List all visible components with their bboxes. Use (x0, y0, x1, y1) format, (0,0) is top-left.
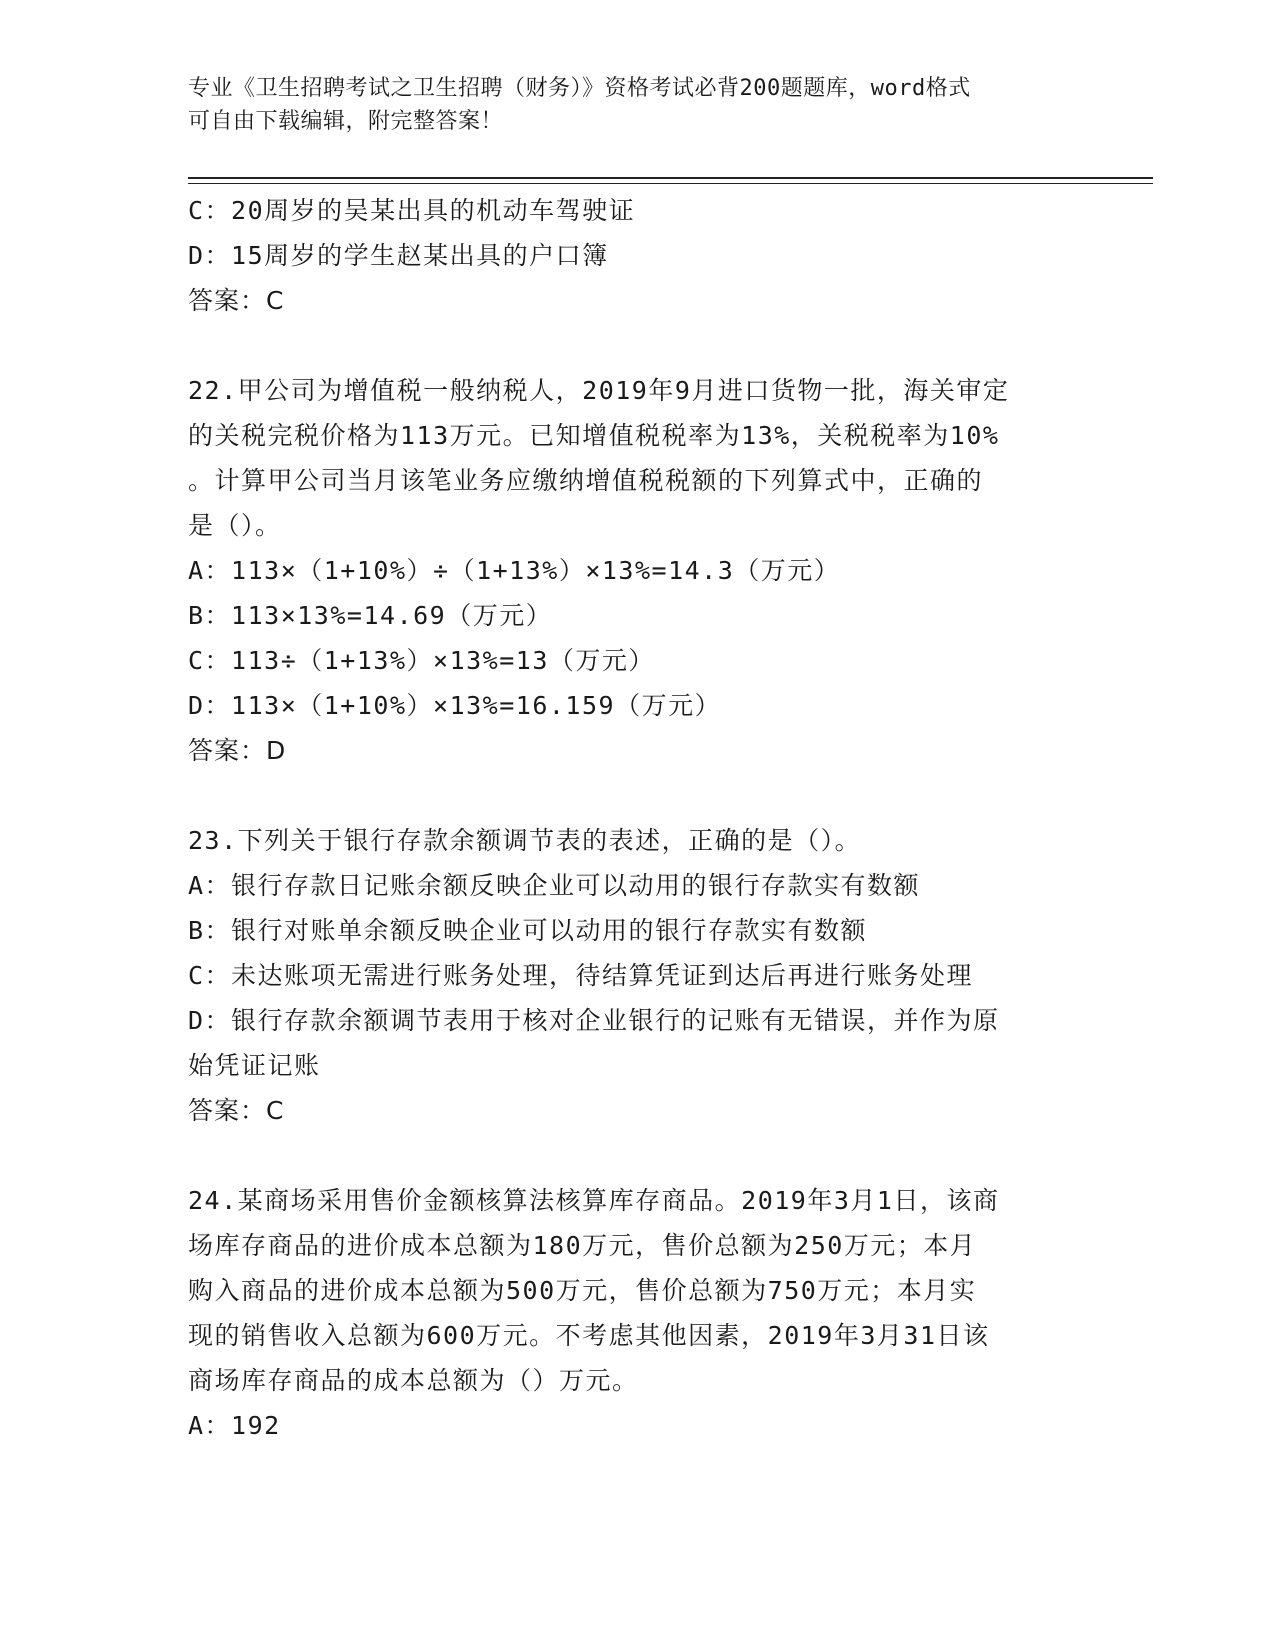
option-c: C：20周岁的吴某出具的机动车驾驶证 (188, 196, 636, 225)
header-divider-thin (188, 183, 1153, 184)
answer: 答案：D (188, 736, 287, 765)
option-b: B：113×13%=14.69（万元） (188, 601, 553, 630)
header-title-line-1: 专业《卫生招聘考试之卫生招聘（财务）》资格考试必背200题题库，word格式 (188, 76, 971, 101)
spacer (188, 773, 1088, 818)
question-stem: 场库存商品的进价成本总额为180万元，售价总额为250万元；本月 (188, 1231, 977, 1260)
question-stem: 是（）。 (188, 511, 282, 540)
question-24 (188, 1178, 1088, 1448)
header-title-line-2: 可自由下载编辑，附完整答案！ (188, 109, 504, 134)
question-stem: 购入商品的进价成本总额为500万元，售价总额为750万元；本月实 (188, 1276, 977, 1305)
answer: 答案：C (188, 286, 285, 315)
question-23 (188, 818, 1088, 1133)
question-stem: 的关税完税价格为113万元。已知增值税税率为13%，关税税率为10% (188, 421, 1000, 450)
spacer (188, 323, 1088, 368)
document-body (188, 188, 1088, 1448)
question-stem: 22.甲公司为增值税一般纳税人，2019年9月进口货物一批，海关审定 (188, 376, 1010, 405)
question-stem: 。计算甲公司当月该笔业务应缴纳增值税税额的下列算式中，正确的 (188, 466, 984, 495)
answer: 答案：C (188, 1096, 285, 1125)
question-stem: 现的销售收入总额为600万元。不考虑其他因素，2019年3月31日该 (188, 1321, 990, 1350)
question-22 (188, 368, 1088, 773)
option-d: D：15周岁的学生赵某出具的户口簿 (188, 241, 609, 270)
question-stem: 商场库存商品的成本总额为（）万元。 (188, 1366, 639, 1395)
option-d: D：113×（1+10%）×13%=16.159（万元） (188, 691, 722, 720)
page-header (188, 72, 1068, 138)
option-b: B：银行对账单余额反映企业可以动用的银行存款实有数额 (188, 916, 868, 945)
question-stem: 24.某商场采用售价金额核算法核算库存商品。2019年3月1日，该商 (188, 1186, 1000, 1215)
option-c: C：未达账项无需进行账务处理，待结算凭证到达后再进行账务处理 (188, 961, 974, 990)
option-d-continued: 始凭证记账 (188, 1051, 321, 1080)
question-21 (188, 188, 1088, 323)
option-d: D：银行存款余额调节表用于核对企业银行的记账有无错误，并作为原 (188, 1006, 1000, 1035)
option-a: A：113×（1+10%）÷（1+13%）×13%=14.3（万元） (188, 556, 841, 585)
option-c: C：113÷（1+13%）×13%=13（万元） (188, 646, 655, 675)
header-divider (188, 177, 1153, 179)
question-stem: 23.下列关于银行存款余额调节表的表述，正确的是（）。 (188, 826, 862, 855)
option-a: A：银行存款日记账余额反映企业可以动用的银行存款实有数额 (188, 871, 921, 900)
option-a: A：192 (188, 1411, 281, 1440)
spacer (188, 1133, 1088, 1178)
